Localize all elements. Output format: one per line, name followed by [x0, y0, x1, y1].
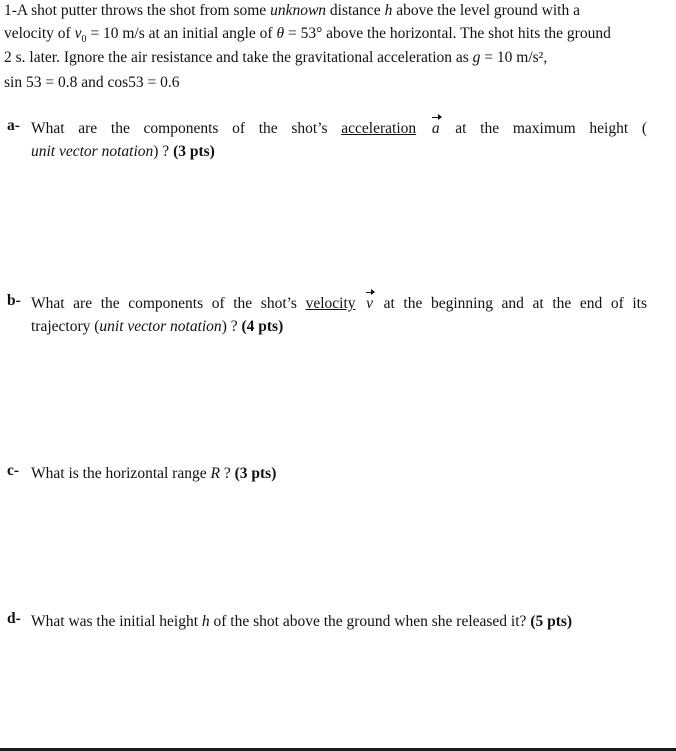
question-segment: at the beginning and at the end of its [375, 295, 647, 312]
question-segment: What is the horizontal range [31, 465, 211, 482]
variable-h: h [384, 2, 393, 19]
points-badge: (4 pts) [241, 318, 284, 335]
question-c [7, 462, 647, 485]
problem-text: = 10 m/s², [480, 49, 548, 66]
question-label: a- [7, 117, 20, 134]
label-spacer [7, 315, 31, 338]
question-segment: trajectory ( [31, 318, 100, 335]
question-text-cont [31, 315, 647, 338]
question-d [7, 610, 647, 633]
underlined-term: acceleration [341, 120, 417, 137]
variable-h: h [201, 613, 210, 630]
question-label: c- [7, 462, 20, 479]
question-label: b- [7, 292, 21, 309]
points-badge: (5 pts) [530, 613, 573, 630]
problem-line-4 [4, 70, 180, 95]
question-segment: ) ? [221, 318, 242, 335]
problem-text: 1-A shot putter throws the shot from some [4, 2, 271, 19]
question-a [7, 117, 647, 163]
question-segment: What are the components of the shot’s [31, 120, 342, 137]
question-text [31, 292, 647, 315]
problem-text: = 53° above the horizontal. The shot hits the ground [284, 25, 611, 42]
question-text [31, 610, 647, 633]
question-segment: at the maximum height ( [441, 120, 647, 137]
points-badge: (3 pts) [234, 465, 277, 482]
emphasis-text: unit vector notation [31, 143, 154, 160]
variable-v: v [74, 25, 82, 42]
question-text-cont [31, 140, 647, 163]
trig-values: sin 53 = 0.8 and cos53 = 0.6 [4, 74, 180, 91]
problem-text: above the level ground with a [392, 2, 580, 19]
problem-line-1 [4, 0, 580, 23]
vector-a-symbol: a [430, 117, 442, 140]
underlined-term: velocity [305, 295, 356, 312]
question-segment: ) ? [153, 143, 174, 160]
problem-text: = 10 m/s at an initial angle of [86, 25, 277, 42]
question-label: d- [7, 610, 21, 627]
label-spacer [7, 140, 31, 163]
variable-theta: θ [276, 25, 285, 42]
question-segment: of the shot above the ground when she released it? [209, 613, 531, 630]
subscript-zero: 0 [81, 34, 87, 46]
emphasis-unknown: unknown [270, 2, 327, 19]
variable-R: R [210, 465, 220, 482]
question-segment: What was the initial height [31, 613, 202, 630]
variable-g: g [472, 49, 481, 66]
question-segment: ? [219, 465, 235, 482]
question-segment: What are the components of the shot’s [31, 295, 306, 312]
question-text [31, 117, 647, 140]
vector-v-symbol: v [364, 292, 375, 315]
question-text [31, 462, 647, 485]
problem-text: 2 s. later. Ignore the air resistance and take the gravitational acceleration as [4, 49, 473, 66]
emphasis-text: unit vector notation [99, 318, 222, 335]
points-badge: (3 pts) [173, 143, 215, 160]
problem-text: velocity of [4, 25, 75, 42]
question-b [7, 292, 647, 338]
problem-line-3 [4, 45, 547, 70]
problem-text: distance [326, 2, 385, 19]
